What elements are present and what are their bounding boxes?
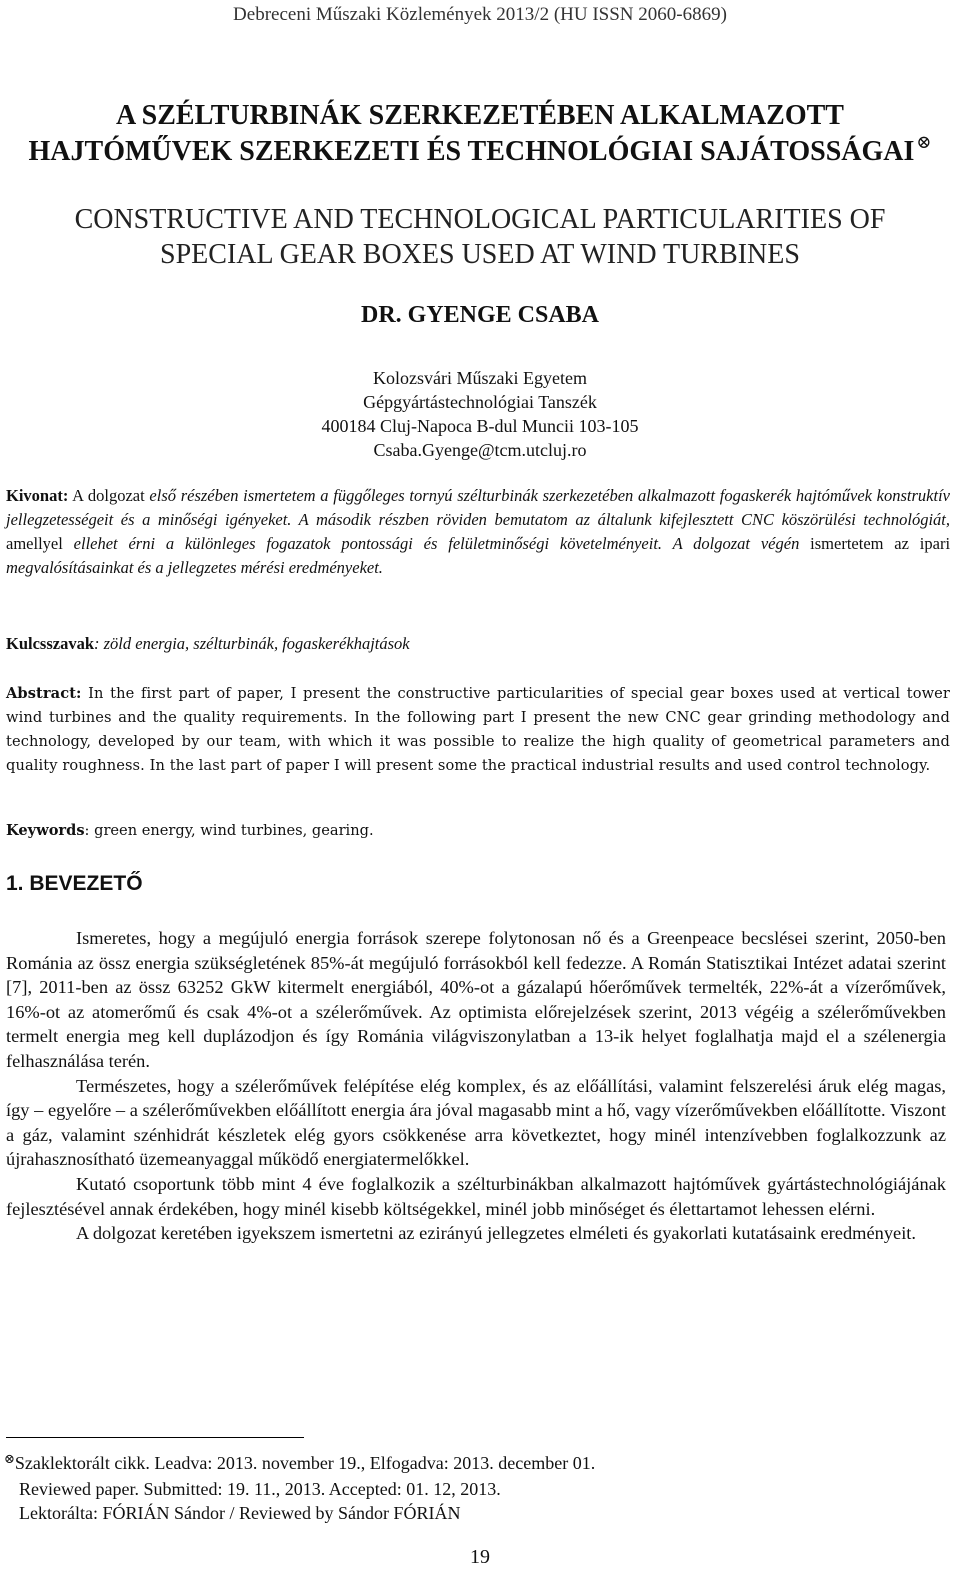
kivonat-text-2: első részében ismertetem a függőleges tornyú szélturbinák szerkezetében alkalmazott fogaskerék hajtóművek konstruktív jellegzetességeit és a minőségi igényeket. A második részben röviden bemutatom az általunk kifejlesztett CNC köszörülési technológiát, — [6, 486, 951, 529]
abstract-text: In the first part of paper, I present the constructive particularities of special gear boxes used at vertical tower wind turbines and the quality requirements. In the following part I present the new CNC gear grinding methodology and technology, developed by our team, with which it was possible to realize the high quality of geometrical parameters and quality roughness. In the last part of paper I will present some the practical industrial results and used control technology. — [6, 685, 950, 774]
footnote-line3: Lektorálta: FÓRIÁN Sándor / Reviewed by Sándor FÓRIÁN — [19, 1503, 461, 1523]
affiliation-department: Gépgyártástechnológiai Tanszék — [363, 392, 597, 412]
footnote-line1-text: Szaklektorált cikk. Leadva: 2013. november 19., Elfogadva: 2013. december 01. — [14, 1453, 596, 1473]
kivonat-paragraph — [6, 484, 950, 580]
title-hungarian — [0, 98, 960, 172]
author-name: DR. GYENGE CSABA — [360, 302, 600, 328]
kivonat-text-5: ismertetem az ipari — [810, 534, 951, 553]
kulcsszavak-label: Kulcsszavak — [6, 634, 95, 653]
title-en-line2: SPECIAL GEAR BOXES USED AT WIND TURBINES — [160, 239, 800, 270]
title-hu-line1: A SZÉLTURBINÁK SZERKEZETÉBEN ALKALMAZOTT — [116, 100, 844, 131]
author-email: Csaba.Gyenge@tcm.utcluj.ro — [373, 440, 587, 460]
journal-header: Debreceni Műszaki Közlemények 2013/2 (HU ISSN 2060-6869) — [233, 4, 727, 25]
footnote-divider — [6, 1437, 304, 1438]
keywords-line — [6, 822, 374, 839]
kivonat-text-6: megvalósításainkat és a jellegzetes mérési eredményeket. — [6, 558, 383, 577]
kulcsszavak-text: : zöld energia, szélturbinák, fogaskerékhajtások — [94, 634, 410, 653]
abstract-label: Abstract: — [6, 685, 82, 702]
kivonat-text-4: ellehet érni a különleges fogazatok pontossági és felületminőségi követelményeit. A dolgozat végén — [73, 534, 800, 553]
title-hu-line2 — [0, 134, 960, 172]
section-heading: 1. BEVEZETŐ — [6, 872, 143, 895]
body-paragraph: Ismeretes, hogy a megújuló energia források szerepe folytonosan nő és a Greenpeace becslései szerint, 2050-ben Románia az össz energia szükségletének 85%-át megújuló forrásokból kell fedezze. A Román Statisztikai Intézet adatai szerint [7], 2011-ben az össz 63252 GkW kitermelt energiából, 40%-ot a gázalapú hőerőművek termelték, 22%-át a vízerőművek, 16%-ot az atomerőmű és csak 4%-ot a szélerőművek. Az optimista előrejelzések szerint, 2013 végéig a szélerőművekben termelt energia meg kell duplázodjon és így Románia világviszonylatban a 13-ik helyet foglalhatja majd el a szélenergia felhasználása terén. — [6, 928, 946, 1071]
kivonat-text-1: A dolgozat — [72, 486, 145, 505]
body-text — [6, 926, 946, 1246]
body-paragraph: Kutató csoportunk több mint 4 éve foglalkozik a szélturbinákban alkalmazott hajtóművek gyártástechnológiájának fejlesztésével annak érdekében, hogy minél kisebb költségekkel, minél jobb minőséget és élettartamot lehessen elérni. — [6, 1173, 946, 1219]
kulcsszavak-line — [6, 634, 410, 654]
title-hu-line2-text: HAJTÓMŰVEK SZERKEZETI ÉS TECHNOLÓGIAI SAJÁTOSSÁGAI — [28, 136, 915, 167]
body-paragraph: Természetes, hogy a szélerőművek felépítése elég komplex, és az előállítási, valamint felszerelési áruk elég magas, így – egyelőre – a szélerőművekben előállított energia ára jóval magasabb mint a hő, vagy vízerőművekben előállítotte. Viszont a gáz, valamint szénhidrát készletek elég gyors csökkenése arra következtet, hogy minél intenzívebben foglalkozzunk az újrahasznosítható üzemeanyaggal működő energiatermelőkkel. — [6, 1075, 946, 1170]
page-number: 19 — [470, 1546, 490, 1568]
footnote-line2: Reviewed paper. Submitted: 19. 11., 2013. Accepted: 01. 12, 2013. — [19, 1479, 501, 1499]
affiliation-university: Kolozsvári Műszaki Egyetem — [373, 368, 587, 388]
kivonat-label: Kivonat: — [6, 486, 69, 505]
circled-times-icon: ⊗ — [4, 1451, 15, 1466]
title-en-line1: CONSTRUCTIVE AND TECHNOLOGICAL PARTICULARITIES OF — [74, 204, 886, 235]
circled-times-icon: ⊗ — [916, 132, 932, 152]
footnote — [4, 1451, 595, 1525]
keywords-label: Keywords — [6, 822, 85, 839]
title-english — [0, 202, 960, 272]
keywords-text: : green energy, wind turbines, gearing. — [84, 822, 374, 839]
footnote-line1 — [4, 1451, 595, 1477]
abstract-paragraph — [6, 682, 950, 778]
body-paragraph: A dolgozat keretében igyekszem ismertetni az ezirányú jellegzetes elméleti és gyakorlati kutatásaink eredményeit. — [76, 1223, 917, 1244]
affiliation — [0, 366, 960, 462]
kivonat-text-3: amellyel — [6, 534, 63, 553]
affiliation-address: 400184 Cluj-Napoca B-dul Muncii 103-105 — [321, 416, 639, 436]
